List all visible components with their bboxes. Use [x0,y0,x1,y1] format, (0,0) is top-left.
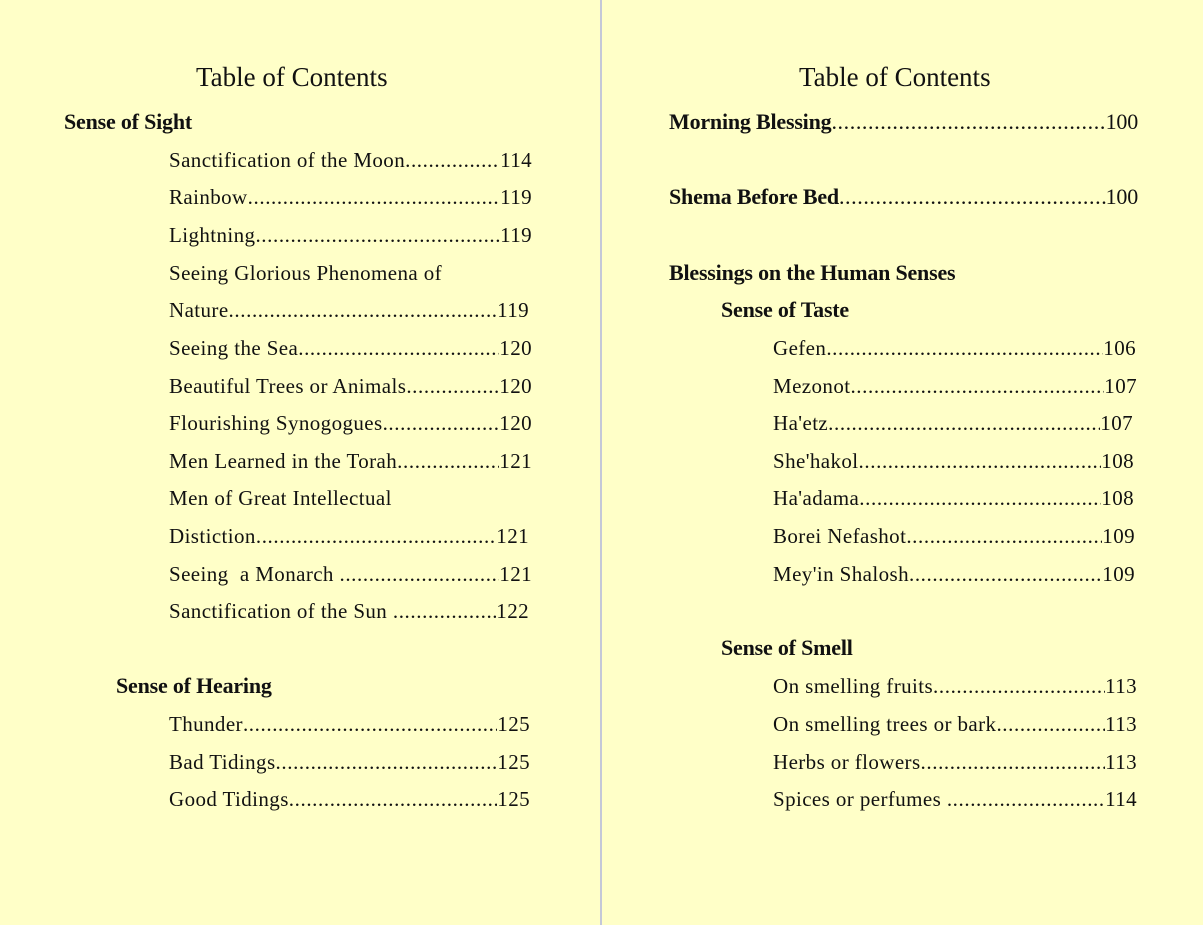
entry-label-line1: Seeing Glorious Phenomena of [169,261,443,285]
entry-page: 107 [1100,411,1133,435]
entry-label: Sanctification of the Sun [169,599,393,623]
entry-page: 109 [1102,562,1135,586]
entry-label: Men Learned in the Torah [169,449,398,473]
toc-entry[interactable] [773,523,1135,549]
leader-dots [289,786,498,812]
toc-entry[interactable] [773,673,1137,699]
entry-page: 100 [1105,184,1138,209]
leader-dots [248,184,500,210]
entry-page: 120 [499,374,532,398]
leader-dots [996,711,1105,737]
entry-label: Morning Blessing [669,109,832,134]
leader-dots [947,786,1105,812]
toc-entry[interactable] [773,749,1137,775]
page-title: Table of Contents [196,62,388,92]
toc-entry[interactable] [169,523,529,549]
entry-page: 106 [1103,336,1136,360]
toc-entry[interactable] [169,749,530,775]
entry-label: On smelling trees or bark [773,712,997,736]
leader-dots [406,373,499,399]
entry-label: Nature [169,298,229,322]
toc-entry[interactable] [169,184,532,210]
leader-dots [229,297,498,323]
leader-dots [921,749,1106,775]
toc-entry[interactable] [169,561,532,587]
entry-page: 125 [497,712,530,736]
toc-entry[interactable] [169,448,532,474]
leader-dots [906,523,1102,549]
page-title: Table of Contents [799,62,991,92]
section-heading-hearing: Sense of Hearing [116,673,272,698]
leader-dots [339,561,499,587]
entry-page: 114 [1105,787,1137,811]
entry-label: Gefen [773,336,827,360]
toc-entry[interactable] [773,711,1137,737]
entry-label: Ha'adama [773,486,860,510]
toc-entry[interactable] [773,373,1137,399]
leader-dots [826,335,1103,361]
entry-label: She'hakol [773,449,859,473]
section-heading-sight: Sense of Sight [64,109,192,134]
entry-page: 122 [496,599,529,623]
entry-label: Seeing a Monarch [169,562,340,586]
entry-label: Ha'etz [773,411,829,435]
entry-page: 121 [496,524,529,548]
toc-entry[interactable] [773,335,1136,361]
entry-label: On smelling fruits [773,674,934,698]
entry-page: 100 [1105,109,1138,134]
toc-entry[interactable] [773,448,1134,474]
leader-dots [383,410,500,436]
leader-dots [933,673,1105,699]
entry-label: Spices or perfumes [773,787,947,811]
section-heading-senses: Blessings on the Human Senses [669,260,956,285]
leader-dots [393,598,496,624]
toc-entry-shema[interactable] [669,184,1138,210]
leader-dots [405,147,500,173]
entry-label: Thunder [169,712,243,736]
entry-page: 114 [500,148,532,172]
leader-dots [859,448,1102,474]
leader-dots [909,561,1102,587]
entry-label: Seeing the Sea [169,336,299,360]
toc-entry[interactable] [169,147,532,173]
toc-entry[interactable] [773,786,1137,812]
toc-entry-morning-blessing[interactable] [669,109,1138,135]
toc-entry[interactable] [773,561,1135,587]
section-heading-smell: Sense of Smell [721,635,853,660]
entry-page: 119 [500,185,532,209]
entry-page: 108 [1101,486,1134,510]
leader-dots [828,410,1100,436]
toc-entry[interactable] [773,410,1133,436]
toc-entry[interactable] [169,297,529,323]
entry-page: 108 [1101,449,1134,473]
leader-dots [243,711,497,737]
entry-label: Beautiful Trees or Animals [169,374,407,398]
entry-page: 113 [1105,712,1137,736]
entry-label: Sanctification of the Moon [169,148,406,172]
leader-dots [859,485,1101,511]
entry-label: Mezonot [773,374,851,398]
toc-entry[interactable] [773,485,1134,511]
entry-page: 113 [1105,750,1137,774]
entry-label: Good Tidings [169,787,289,811]
leader-dots [256,523,496,549]
leader-dots [298,335,499,361]
entry-label: Rainbow [169,185,248,209]
leader-dots [839,184,1106,210]
leader-dots [397,448,499,474]
leader-dots [850,373,1104,399]
right-page [602,0,1203,925]
leader-dots [255,222,500,248]
entry-page: 120 [499,411,532,435]
entry-label: Distiction [169,524,256,548]
leader-dots [831,109,1105,135]
entry-page: 121 [499,449,532,473]
entry-label: Bad Tidings [169,750,276,774]
entry-page: 119 [497,298,529,322]
leader-dots [276,749,498,775]
entry-label: Mey'in Shalosh [773,562,909,586]
entry-label-line1: Men of Great Intellectual [169,486,392,510]
toc-entry[interactable] [169,711,530,737]
entry-label: Herbs or flowers [773,750,921,774]
toc-entry[interactable] [169,410,532,436]
toc-entry[interactable] [169,786,530,812]
entry-label: Flourishing Synogogues [169,411,383,435]
left-page [0,0,600,925]
toc-entry[interactable] [169,373,532,399]
toc-entry[interactable] [169,335,532,361]
section-heading-taste: Sense of Taste [721,297,849,322]
entry-label: Borei Nefashot [773,524,907,548]
entry-page: 120 [499,336,532,360]
toc-entry[interactable] [169,222,532,248]
entry-page: 121 [499,562,532,586]
entry-page: 113 [1105,674,1137,698]
entry-label: Lightning [169,223,256,247]
toc-entry[interactable] [169,598,529,624]
entry-page: 119 [500,223,532,247]
entry-label: Shema Before Bed [669,184,839,209]
entry-page: 125 [497,787,530,811]
entry-page: 109 [1102,524,1135,548]
entry-page: 125 [497,750,530,774]
entry-page: 107 [1104,374,1137,398]
